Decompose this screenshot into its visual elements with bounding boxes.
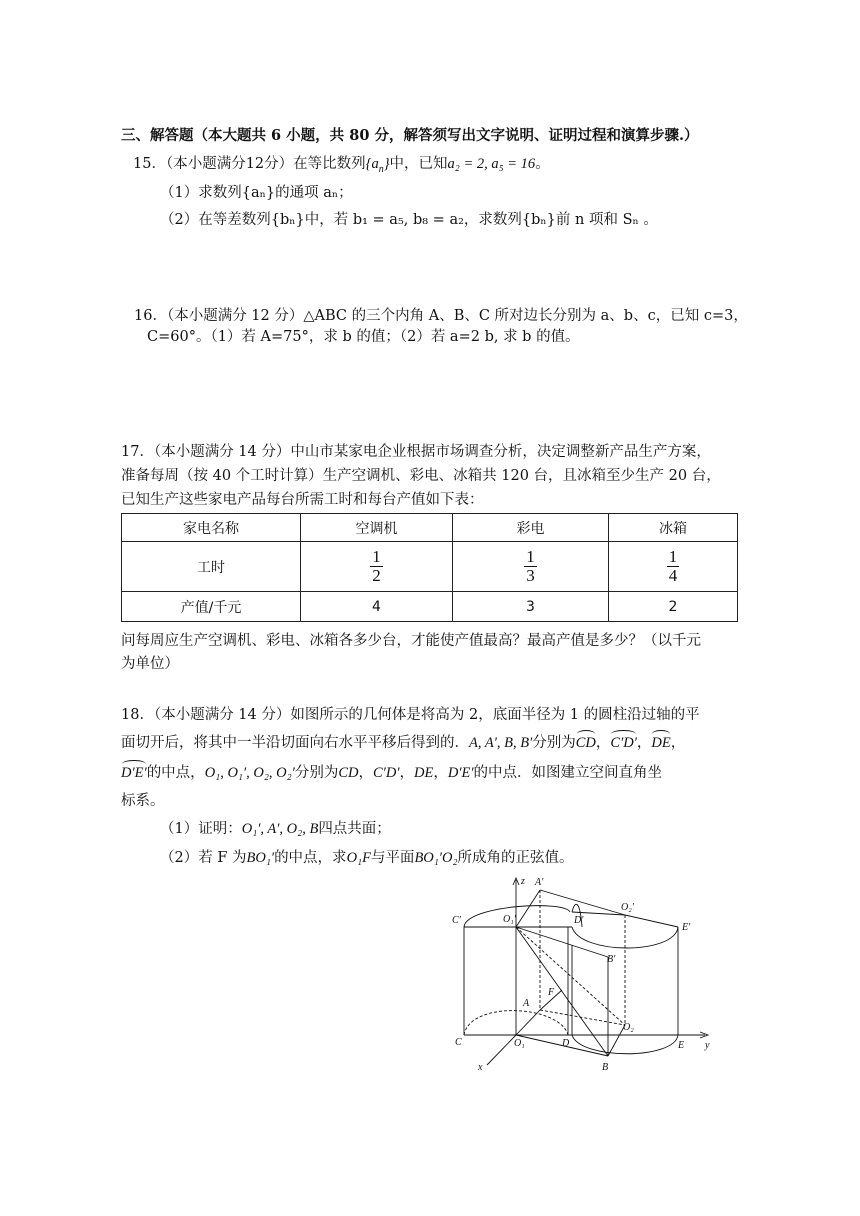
- section-header: 三、解答题（本大题共 6 小题，共 80 分，解答须写出文字说明、证明过程和演算步骤.）: [121, 127, 699, 144]
- q15-part2: （2）在等差数列{bₙ}中，若 b₁ = a₅, b₈ = a₂，求数列{bₙ}前 n 项和 Sₙ 。: [160, 212, 658, 228]
- q18-line3: D′E′的中点，O₁, O₁′, O₂, O₂′分别为CD，C′D′，DE，D′E′的中点．如图建立空间直角坐: [121, 765, 663, 781]
- label-e-prime: E′: [682, 922, 691, 933]
- table-cell: 3: [453, 592, 609, 622]
- label-f: F: [548, 987, 555, 998]
- production-table: [121, 513, 738, 622]
- top-arc-left: [464, 906, 570, 927]
- arc-de-prime: D′E′: [121, 765, 147, 781]
- bottom-arc-right: [572, 1035, 678, 1054]
- x-axis: [487, 1035, 516, 1065]
- q17-line2: 准备每周（按 40 个工时计算）生产空调机、彩电、冰箱共 120 台，且冰箱至少生产 20 台，: [121, 468, 721, 484]
- q18-line4: 标系。: [121, 793, 165, 809]
- table-header-cell: 冰箱: [609, 514, 738, 542]
- table-row-value: [122, 592, 738, 622]
- q15-seq-a-close: }: [383, 156, 390, 172]
- arc-cd: CD: [575, 735, 596, 751]
- q15-number: 15．: [133, 156, 166, 172]
- q17-question-line1: 问每周应生产空调机、彩电、冰箱各多少台，才能使产值最高？最高产值是多少？（以千元: [121, 633, 701, 649]
- label-c-prime: C′: [452, 915, 461, 926]
- label-o1-prime: O₁′: [503, 914, 516, 925]
- q18-part1: （1）证明：O₁′, A′, O₂, B四点共面；: [160, 821, 391, 837]
- q17-line1: 17．（本小题满分 14 分）中山市某家电企业根据市场调查分析，决定调整新产品生产方案，: [121, 444, 711, 460]
- table-cell: [301, 542, 453, 592]
- fraction: $\frac{1}{3}$: [526, 547, 535, 585]
- q16-line1: 16．（本小题满分 12 分）△ABC 的三个内角 A、B、C 所对边长分别为 a、b、c，已知 c=3，: [134, 308, 748, 324]
- label-c: C: [455, 1037, 462, 1048]
- table-row-label: 产值/千元: [122, 592, 301, 622]
- table-header-cell: 空调机: [301, 514, 453, 542]
- label-y: y: [705, 1040, 710, 1051]
- q18-line1: 18．（本小题满分 14 分）如图所示的几何体是将高为 2，底面半径为 1 的圆柱沿过轴的平: [121, 707, 700, 723]
- table-header-cell: 彩电: [453, 514, 609, 542]
- fraction: $\frac{1}{4}$: [668, 547, 678, 585]
- seg-a-o2: [540, 1010, 625, 1025]
- q15-stem: 15．（本小题满分12分）在等比数列$\{a_n\}$中，已知a₂ = 2, a₅ = 16。: [133, 156, 550, 175]
- table-cell: 2: [609, 592, 738, 622]
- seg-ap-o2p: [540, 890, 625, 915]
- label-a: A: [523, 998, 530, 1009]
- table-cell: 4: [301, 592, 453, 622]
- table-cell: [609, 542, 738, 592]
- table-header-row: [122, 514, 738, 542]
- arc-de: DE: [651, 735, 671, 751]
- table-row-hours: [122, 542, 738, 592]
- q18-points: A, A′, B, B′: [469, 735, 533, 751]
- q16-line2: C=60°。（1）若 A=75°，求 b 的值；（2）若 a=2 b, 求 b 的值。: [147, 329, 580, 345]
- label-d-prime: D′: [574, 915, 584, 926]
- seg-o1p-bp: [516, 927, 608, 957]
- q18-points-2: O₁, O₁′, O₂, O₂′: [204, 765, 295, 781]
- seg-o1-a: [516, 1010, 540, 1035]
- label-a-prime: A′: [535, 877, 544, 888]
- q15-end: 。: [535, 156, 550, 172]
- table-cell: [453, 542, 609, 592]
- label-d: D: [562, 1038, 570, 1049]
- seg-o1p-o2: [516, 927, 625, 1025]
- fraction: $\frac{1}{2}$: [372, 547, 381, 585]
- table-header-cell: 家电名称: [122, 514, 301, 542]
- label-b: B: [602, 1062, 609, 1073]
- label-z: z: [521, 876, 525, 887]
- q15-seq-a: {a: [365, 156, 379, 172]
- label-o2-prime: O₂′: [621, 902, 634, 913]
- arc-cd-prime: C′D′: [610, 735, 637, 751]
- label-e: E: [678, 1040, 685, 1051]
- seg-o1p-ap: [516, 890, 540, 927]
- q17-question-line2: 为单位）: [121, 656, 179, 672]
- q17-line3: 已知生产这些家电产品每台所需工时和每台产值如下表：: [121, 492, 484, 508]
- q15-part1: （1）求数列{aₙ}的通项 aₙ；: [160, 185, 353, 201]
- top-edge-right2: [625, 915, 678, 927]
- geometry-figure: [440, 870, 730, 1080]
- q15-mid: 中，已知: [389, 156, 448, 172]
- q18-part2: （2）若 F 为BO₁′的中点，求O₁F与平面BO₁′O₂所成角的正弦值。: [160, 850, 574, 866]
- seg-o1p-b: [516, 927, 608, 1056]
- label-x: x: [478, 1062, 483, 1073]
- label-o1: O₁: [514, 1038, 525, 1049]
- q18-line2: 面切开后，将其中一半沿切面向右水平平移后得到的．A, A′, B, B′分别为CD，C′D′，DE，: [121, 735, 686, 751]
- label-b-prime: B′: [607, 954, 616, 965]
- table-row-label: 工时: [122, 542, 301, 592]
- q15-intro: （本小题满分12分）在等比数列: [165, 156, 366, 172]
- label-o2: O₂: [623, 1022, 634, 1033]
- q15-given: a₂ = 2, a₅ = 16: [447, 156, 536, 172]
